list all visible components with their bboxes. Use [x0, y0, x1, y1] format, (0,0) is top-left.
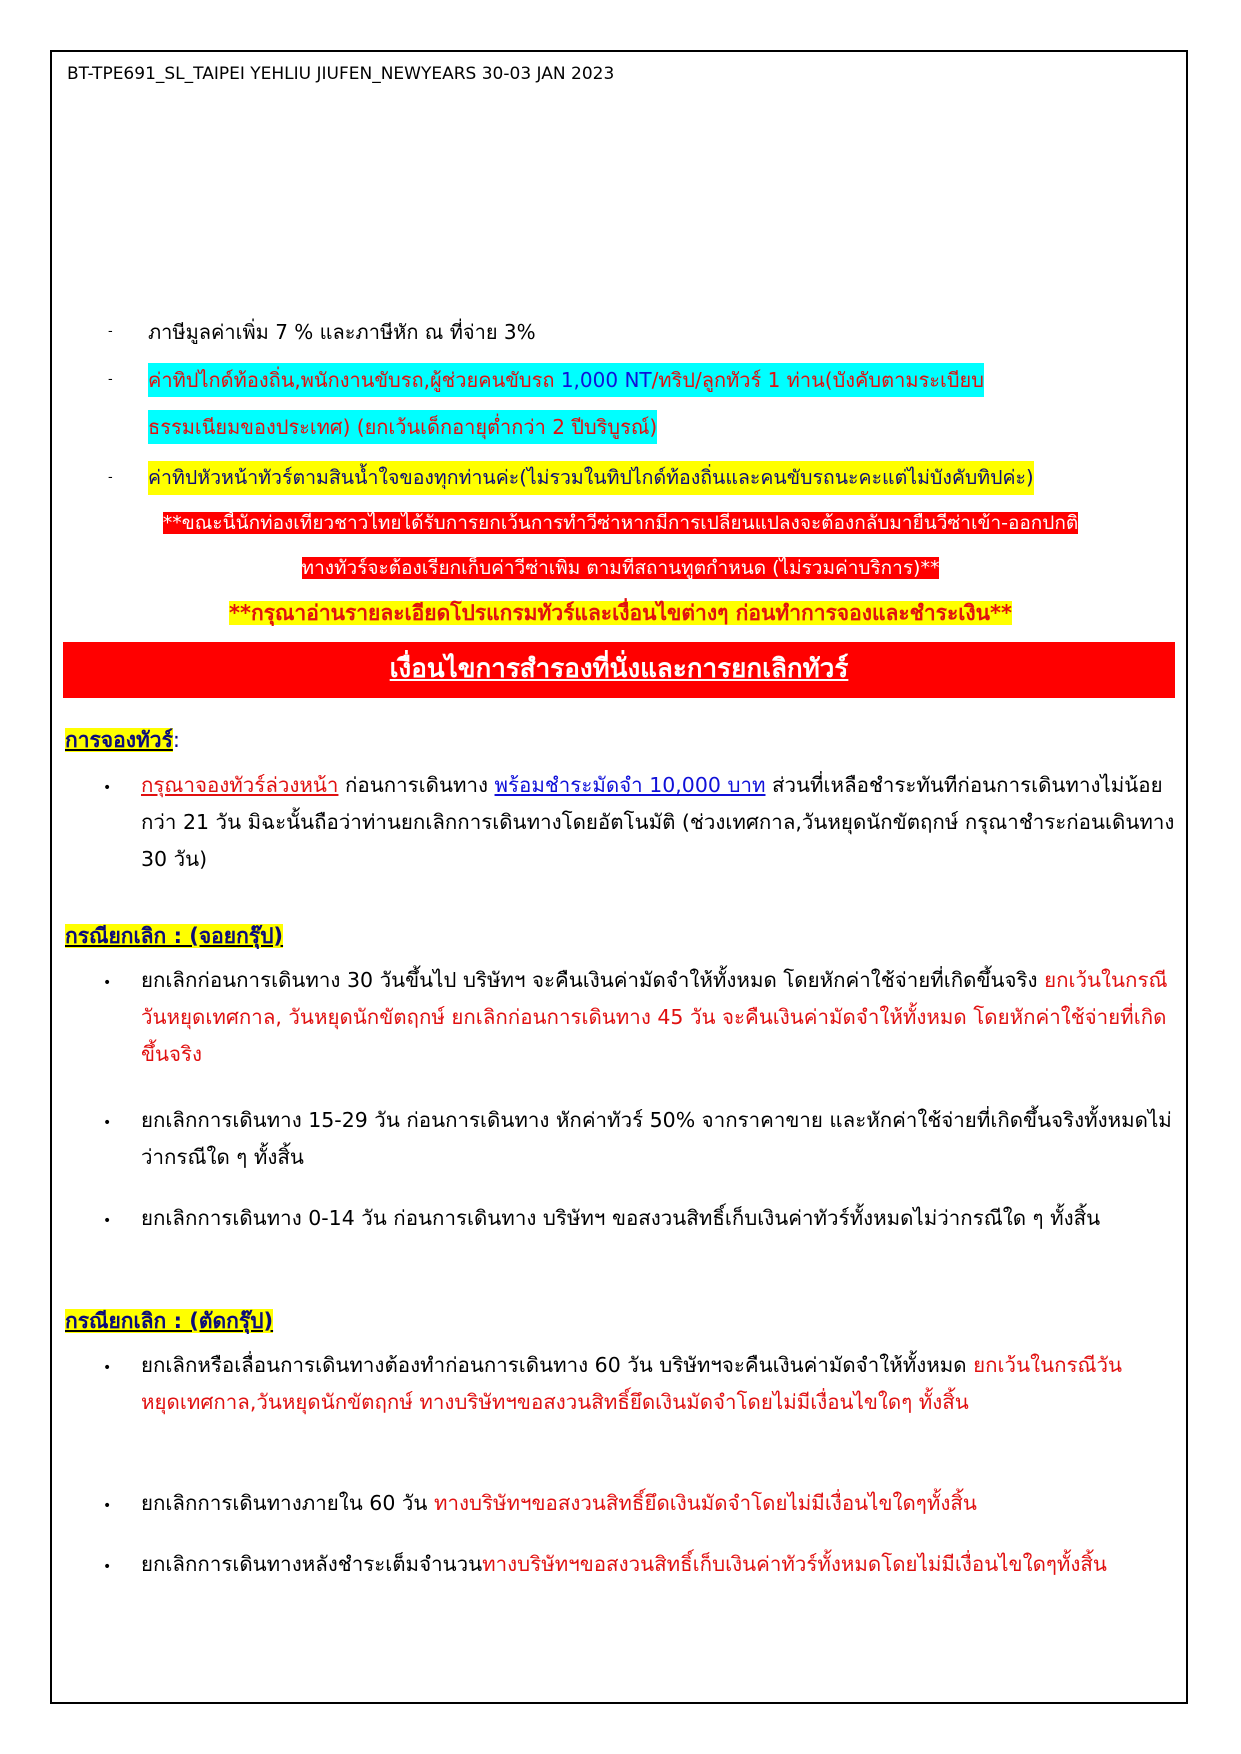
booking-text-1: ก่อนการเดินทาง — [338, 773, 495, 797]
booking-title-colon: : — [172, 728, 180, 752]
cancel-cut-bullet-2 — [141, 1485, 1176, 1522]
cancel-join-bullet-1 — [141, 962, 1176, 1073]
cancel-join-title-text: กรณียกเลิก : (จอยกรุ๊ป) — [65, 924, 284, 948]
bullet-icon: • — [103, 780, 112, 796]
read-notice-text: **กรุณาอ่านรายละเอียดโปรแกรมทัวร์และเงื่อนไขต่างๆ ก่อนทำการจองและชำระเงิน** — [228, 601, 1012, 625]
cancel-cut-bullet-3 — [141, 1546, 1151, 1583]
conditions-banner: เงื่อนไขการสำรองที่นั่งและการยกเลิกทัวร์ — [63, 642, 1175, 698]
visa-notice-2-text: ทางทัวร์จะต้องเรียกเก็บค่าวีซ่าเพิ่ม ตามที่สถานทูตกำหนด (ไม่รวมค่าบริการ)** — [301, 557, 940, 579]
visa-notice-1-text: **ขณะนี้นักท่องเที่ยวชาวไทยได้รับการยกเว้นการทำวีซ่าหากมีการเปลี่ยนแปลงจะต้องกลับมายื่นวีซ่าเข้า-ออกปกติ — [162, 512, 1079, 534]
visa-notice-line-1 — [0, 508, 1241, 538]
cancel-cut-title-text: กรณียกเลิก : (ตัดกรุ๊ป) — [65, 1309, 274, 1333]
cancel-cut-b2-text: ยกเลิกการเดินทางภายใน 60 วัน — [141, 1491, 434, 1515]
cancel-cut-b1-text: ยกเลิกหรือเลื่อนการเดินทางต้องทำก่อนการเดินทาง 60 วัน บริษัทฯจะคืนเงินค่ามัดจำให้ทั้งหมด — [141, 1353, 974, 1377]
bullet-icon: • — [103, 1559, 112, 1575]
cancel-cut-section-title — [65, 1305, 273, 1338]
cancel-cut-bullet-1 — [141, 1347, 1151, 1421]
booking-text-2: ส่วนที่เหลือชำระทันทีก่อนการเดินทางไม่น้อยกว่า 21 วัน มิฉะนั้นถือว่าท่านยกเลิกการเดินทางโดยอัตโนมัติ (ช่วงเทศกาล,วันหยุดนักขัตฤกษ์ กรุณาชำระก่อนเดินทาง 30 วัน) — [141, 773, 1175, 871]
cancel-join-section-title — [65, 920, 283, 953]
dash-marker: - — [108, 324, 113, 339]
bullet-icon: • — [103, 1213, 112, 1229]
cancel-cut-b3-exception: ทางบริษัทฯขอสงวนสิทธิ์เก็บเงินค่าทัวร์ทั้งหมดโดยไม่มีเงื่อนไขใดๆทั้งสิ้น — [482, 1552, 1107, 1576]
booking-bullet-1 — [141, 767, 1176, 878]
bullet-icon: • — [103, 975, 112, 991]
cancel-join-bullet-3: ยกเลิกการเดินทาง 0-14 วัน ก่อนการเดินทาง บริษัทฯ ขอสงวนสิทธิ์เก็บเงินค่าทัวร์ทั้งหมดไม่ว่ากรณีใด ๆ ทั้งสิ้น — [141, 1206, 1101, 1230]
local-tip-text-c: ธรรมเนียมของประเทศ) (ยกเว้นเด็กอายุต่ำกว่า 2 ปีบริบูรณ์) — [148, 410, 657, 444]
vat-text: ภาษีมูลค่าเพิ่ม 7 % และภาษีหัก ณ ที่จ่าย 3% — [148, 320, 536, 344]
cancel-cut-b3-text: ยกเลิกการเดินทางหลังชำระเต็มจำนวน — [141, 1552, 483, 1576]
book-in-advance-link[interactable]: กรุณาจองทัวร์ล่วงหน้า — [141, 773, 339, 797]
deposit-link[interactable]: พร้อมชำระมัดจำ 10,000 บาท — [494, 773, 766, 797]
cancel-cut-b1-exception: ยกเว้นในกรณีวันหยุดเทศกาล,วันหยุดนักขัตฤกษ์ ทางบริษัทฯขอสงวนสิทธิ์ยึดเงินมัดจำโดยไม่มีเงื่อนไขใดๆ ทั้งสิ้น — [141, 1353, 1123, 1414]
bullet-icon: • — [103, 1498, 112, 1514]
local-tip-line — [148, 363, 984, 397]
visa-notice-line-2 — [0, 553, 1241, 583]
dash-marker: - — [108, 372, 113, 387]
bullet-icon: • — [103, 1360, 112, 1376]
read-notice — [0, 598, 1241, 628]
local-tip-text-b: /ทริป/ลูกทัวร์ 1 ท่าน(บังคับตามระเบียบ — [651, 368, 984, 392]
booking-section-title — [65, 724, 180, 757]
cancel-cut-b2-exception: ทางบริษัทฯขอสงวนสิทธิ์ยึดเงินมัดจำโดยไม่มีเงื่อนไขใดๆทั้งสิ้น — [433, 1491, 977, 1515]
cancel-join-b1-exception: ยกเว้นในกรณีวันหยุดเทศกาล, วันหยุดนักขัตฤกษ์ ยกเลิกก่อนการเดินทาง 45 วัน จะคืนเงินค่ามัดจำให้ทั้งหมด โดยหักค่าใช้จ่ายที่เกิดขึ้นจริง — [141, 968, 1168, 1066]
bullet-icon: • — [103, 1115, 112, 1131]
dash-marker: - — [108, 470, 113, 485]
local-tip-text-a: ค่าทิปไกด์ท้องถิ่น,พนักงานขับรถ,ผู้ช่วยคนขับรถ — [148, 368, 561, 392]
leader-tip-text: ค่าทิปหัวหน้าทัวร์ตามสินน้ำใจของทุกท่านค่ะ(ไม่รวมในทิปไกด์ท้องถิ่นและคนขับรถนะคะแต่ไม่บังคับทิปค่ะ) — [148, 461, 1034, 495]
local-tip-amount: 1,000 NT — [560, 368, 652, 392]
booking-title-text: การจองทัวร์ — [65, 728, 173, 752]
cancel-join-b1-text: ยกเลิกก่อนการเดินทาง 30 วันขึ้นไป บริษัทฯ จะคืนเงินค่ามัดจำให้ทั้งหมด โดยหักค่าใช้จ่ายที่เกิดขึ้นจริง — [141, 968, 1045, 992]
cancel-join-bullet-2: ยกเลิกการเดินทาง 15-29 วัน ก่อนการเดินทาง หักค่าทัวร์ 50% จากราคาขาย และหักค่าใช้จ่ายที่เกิดขึ้นจริงทั้งหมดไม่ว่ากรณีใด ๆ ทั้งสิ้น — [141, 1108, 1172, 1169]
document-header-code: BT-TPE691_SL_TAIPEI YEHLIU JIUFEN_NEWYEARS 30-03 JAN 2023 — [67, 64, 615, 84]
